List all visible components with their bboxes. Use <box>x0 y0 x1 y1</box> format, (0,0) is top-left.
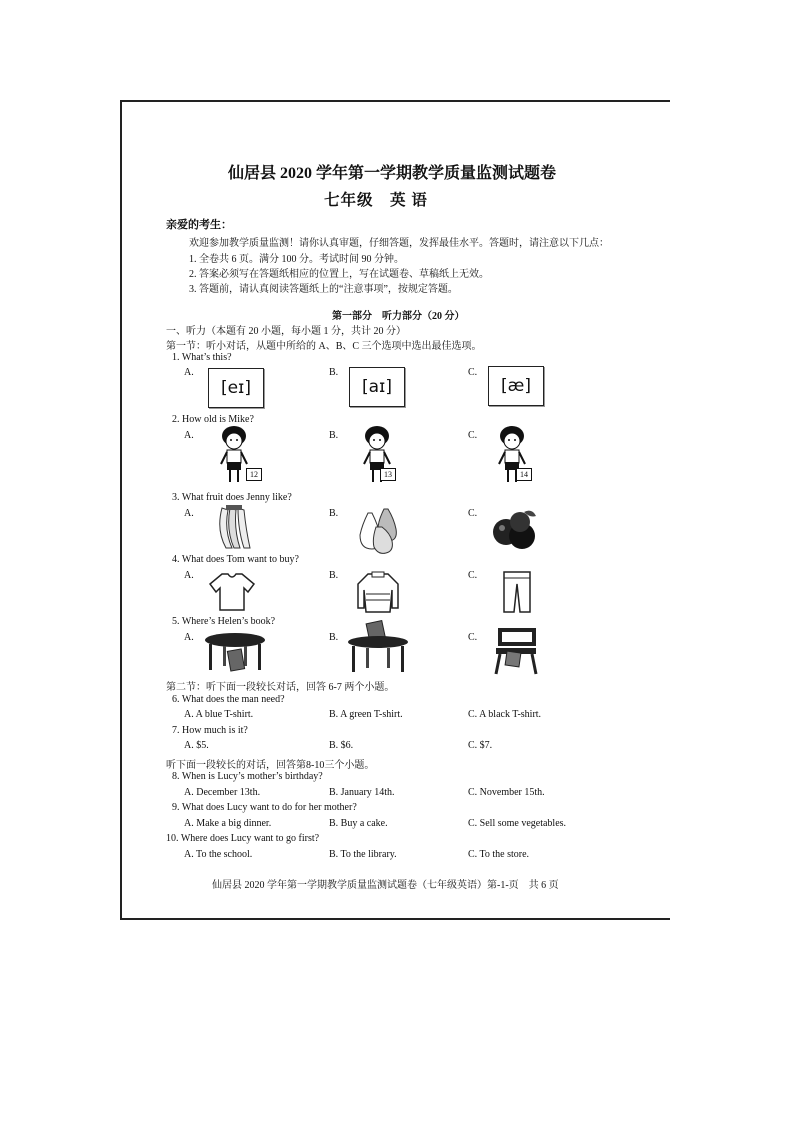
section-title: 一、听力（本题有 20 小题，每小题 1 分，共计 20 分） <box>166 326 406 337</box>
age-tag-14: 14 <box>516 468 532 481</box>
exam-subtitle: 七年级 英 语 <box>324 192 428 209</box>
q3-option-c-letter: C. <box>468 508 478 519</box>
q7-option-b: B. $6. <box>329 740 354 751</box>
q10-option-c: C. To the store. <box>468 849 530 860</box>
q6-option-b: B. A green T-shirt. <box>329 709 403 720</box>
trousers-icon <box>500 570 534 614</box>
welcome-text: 欢迎参加教学质量监测！请你认真审题，仔细答题，发挥最佳水平。答题时，请注意以下几点： <box>189 238 609 249</box>
note-1: 1. 全卷共 6 页。满分 100 分。考试时间 90 分钟。 <box>189 254 404 265</box>
q9-option-a: A. Make a big dinner. <box>184 818 272 829</box>
q1-option-a-letter: A. <box>184 367 194 378</box>
t-shirt-icon <box>208 572 256 612</box>
q2-option-a-letter: A. <box>184 430 194 441</box>
age-tag-13: 13 <box>380 468 396 481</box>
q4-option-b-letter: B. <box>329 570 339 581</box>
phonetic-card-ae: [æ] <box>488 366 544 406</box>
table-book-on-icon <box>346 620 410 674</box>
question-8: 8. When is Lucy’s mother’s birthday? <box>172 771 323 782</box>
note-2: 2. 答案必须写在答题纸相应的位置上，写在试题卷、草稿纸上无效。 <box>189 269 489 280</box>
question-6: 6. What does the man need? <box>172 694 285 705</box>
chair-book-icon <box>492 624 542 676</box>
apples-icon <box>490 506 540 552</box>
table-book-under-icon <box>203 630 267 674</box>
q7-option-c: C. $7. <box>468 740 493 751</box>
age-tag-12: 12 <box>246 468 262 481</box>
note-3: 3. 答题前，请认真阅读答题纸上的“注意事项”，按规定答题。 <box>189 284 458 295</box>
question-9: 9. What does Lucy want to do for her mother? <box>172 802 357 813</box>
q9-option-b: B. Buy a cake. <box>329 818 388 829</box>
q3-option-a-letter: A. <box>184 508 194 519</box>
sec2-instruction: 第二节：听下面一段较长对话，回答 6-7 两个小题。 <box>166 682 395 693</box>
q4-option-a-letter: A. <box>184 570 194 581</box>
q6-option-a: A. A blue T-shirt. <box>184 709 254 720</box>
question-7: 7. How much is it? <box>172 725 248 736</box>
q8-option-b: B. January 14th. <box>329 787 395 798</box>
q5-option-b-letter: B. <box>329 632 339 643</box>
q9-option-c: C. Sell some vegetables. <box>468 818 567 829</box>
question-3: 3. What fruit does Jenny like? <box>172 492 292 503</box>
q10-option-b: B. To the library. <box>329 849 397 860</box>
question-10: 10. Where does Lucy want to go first? <box>166 833 320 844</box>
sweater-icon <box>354 570 402 614</box>
sec3-instruction: 听下面一段较长的对话，回答第8-10三个小题。 <box>166 760 375 771</box>
exam-title: 仙居县 2020 学年第一学期教学质量监测试题卷 <box>228 165 557 182</box>
page-footer: 仙居县 2020 学年第一学期教学质量监测试题卷（七年级英语）第-1-页 共 6 页 <box>212 880 559 891</box>
q1-option-b-letter: B. <box>329 367 339 378</box>
question-5: 5. Where’s Helen’s book? <box>172 616 276 627</box>
q3-option-b-letter: B. <box>329 508 339 519</box>
q5-option-a-letter: A. <box>184 632 194 643</box>
q4-option-c-letter: C. <box>468 570 478 581</box>
question-4: 4. What does Tom want to buy? <box>172 554 299 565</box>
q8-option-a: A. December 13th. <box>184 787 261 798</box>
phonetic-card-ai: [aɪ] <box>349 367 405 407</box>
q6-option-c: C. A black T-shirt. <box>468 709 542 720</box>
q10-option-a: A. To the school. <box>184 849 253 860</box>
phonetic-card-ei: [eɪ] <box>208 368 264 408</box>
question-1: 1. What’s this? <box>172 352 232 363</box>
pears-icon <box>354 505 402 555</box>
q5-option-c-letter: C. <box>468 632 478 643</box>
q7-option-a: A. $5. <box>184 740 209 751</box>
q2-option-c-letter: C. <box>468 430 478 441</box>
q1-option-c-letter: C. <box>468 367 478 378</box>
sec1-instruction: 第一节：听小对话，从题中所给的 A、B、C 三个选项中选出最佳选项。 <box>166 341 482 352</box>
question-2: 2. How old is Mike? <box>172 414 254 425</box>
greeting: 亲爱的考生： <box>166 219 232 231</box>
bananas-icon <box>212 504 256 552</box>
q2-option-b-letter: B. <box>329 430 339 441</box>
part1-heading: 第一部分 听力部分（20 分） <box>332 311 465 322</box>
q8-option-c: C. November 15th. <box>468 787 545 798</box>
